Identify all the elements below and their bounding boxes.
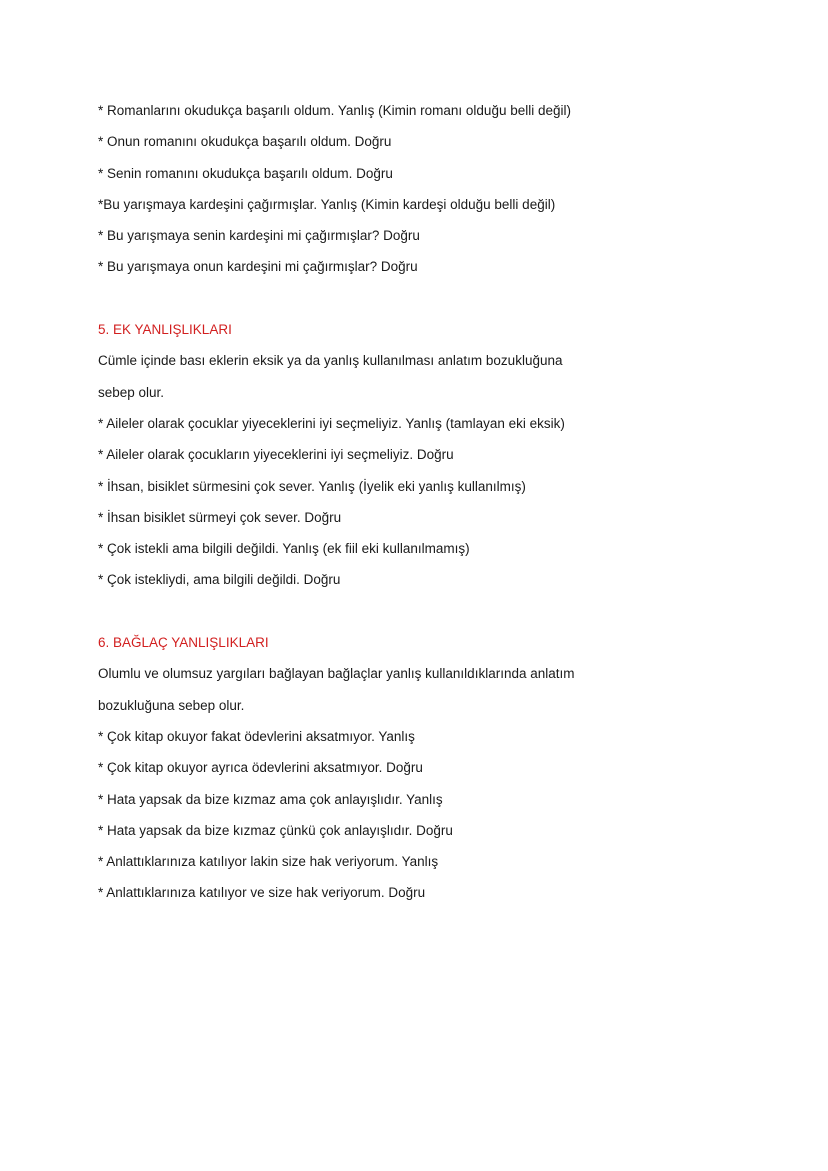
example-line: * Onun romanını okudukça başarılı oldum. Doğru xyxy=(98,134,392,150)
example-line: * Bu yarışmaya senin kardeşini mi çağırmışlar? Doğru xyxy=(98,228,420,244)
examples-block xyxy=(98,95,798,283)
example-line: * Hata yapsak da bize kızmaz çünkü çok anlayışlıdır. Doğru xyxy=(98,822,453,838)
example-line: * Çok kitap okuyor ayrıca ödevlerini aksatmıyor. Doğru xyxy=(98,760,423,776)
example-line: * Romanlarını okudukça başarılı oldum. Yanlış (Kimin romanı olduğu belli değil) xyxy=(98,103,571,118)
example-line: * Anlattıklarınıza katılıyor ve size hak veriyorum. Doğru xyxy=(98,885,426,901)
example-line: *Bu yarışmaya kardeşini çağırmışlar. Yanlış (Kimin kardeşi olduğu belli değil) xyxy=(98,196,556,212)
section-heading: 6. BAĞLAÇ YANLIŞLIKLARI xyxy=(98,635,269,651)
spacer xyxy=(98,283,798,314)
spacer xyxy=(98,596,798,627)
document-page xyxy=(98,95,798,909)
example-line: * Anlattıklarınıza katılıyor lakin size hak veriyorum. Yanlış xyxy=(98,854,439,870)
section-heading: 5. EK YANLIŞLIKLARI xyxy=(98,322,232,338)
example-line: * Çok istekliydi, ama bilgili değildi. Doğru xyxy=(98,572,341,588)
section-ek-yanlisliklari xyxy=(98,314,798,596)
example-line: * Çok istekli ama bilgili değildi. Yanlış (ek fiil eki kullanılmamış) xyxy=(98,541,470,557)
example-line: * Aileler olarak çocukların yiyeceklerini iyi seçmeliyiz. Doğru xyxy=(98,447,454,463)
section-baglac-yanlisliklari xyxy=(98,627,798,909)
example-line: * Bu yarışmaya onun kardeşini mi çağırmışlar? Doğru xyxy=(98,259,418,275)
example-line: * Hata yapsak da bize kızmaz ama çok anlayışlıdır. Yanlış xyxy=(98,791,443,807)
example-line: * Çok kitap okuyor fakat ödevlerini aksatmıyor. Yanlış xyxy=(98,728,415,744)
example-line: * İhsan bisiklet sürmeyi çok sever. Doğru xyxy=(98,509,342,525)
example-line: * Senin romanını okudukça başarılı oldum. Doğru xyxy=(98,165,393,181)
example-line: * İhsan, bisiklet sürmesini çok sever. Yanlış (İyelik eki yanlış kullanılmış) xyxy=(98,478,526,494)
example-line: * Aileler olarak çocuklar yiyeceklerini iyi seçmeliyiz. Yanlış (tamlayan eki eksik) xyxy=(98,415,565,431)
intro-line: Olumlu ve olumsuz yargıları bağlayan bağlaçlar yanlış kullanıldıklarında anlatım xyxy=(98,666,575,682)
intro-line: sebep olur. xyxy=(98,384,165,400)
intro-line: Cümle içinde bası eklerin eksik ya da yanlış kullanılması anlatım bozukluğuna xyxy=(98,353,563,369)
intro-line: bozukluğuna sebep olur. xyxy=(98,697,245,713)
